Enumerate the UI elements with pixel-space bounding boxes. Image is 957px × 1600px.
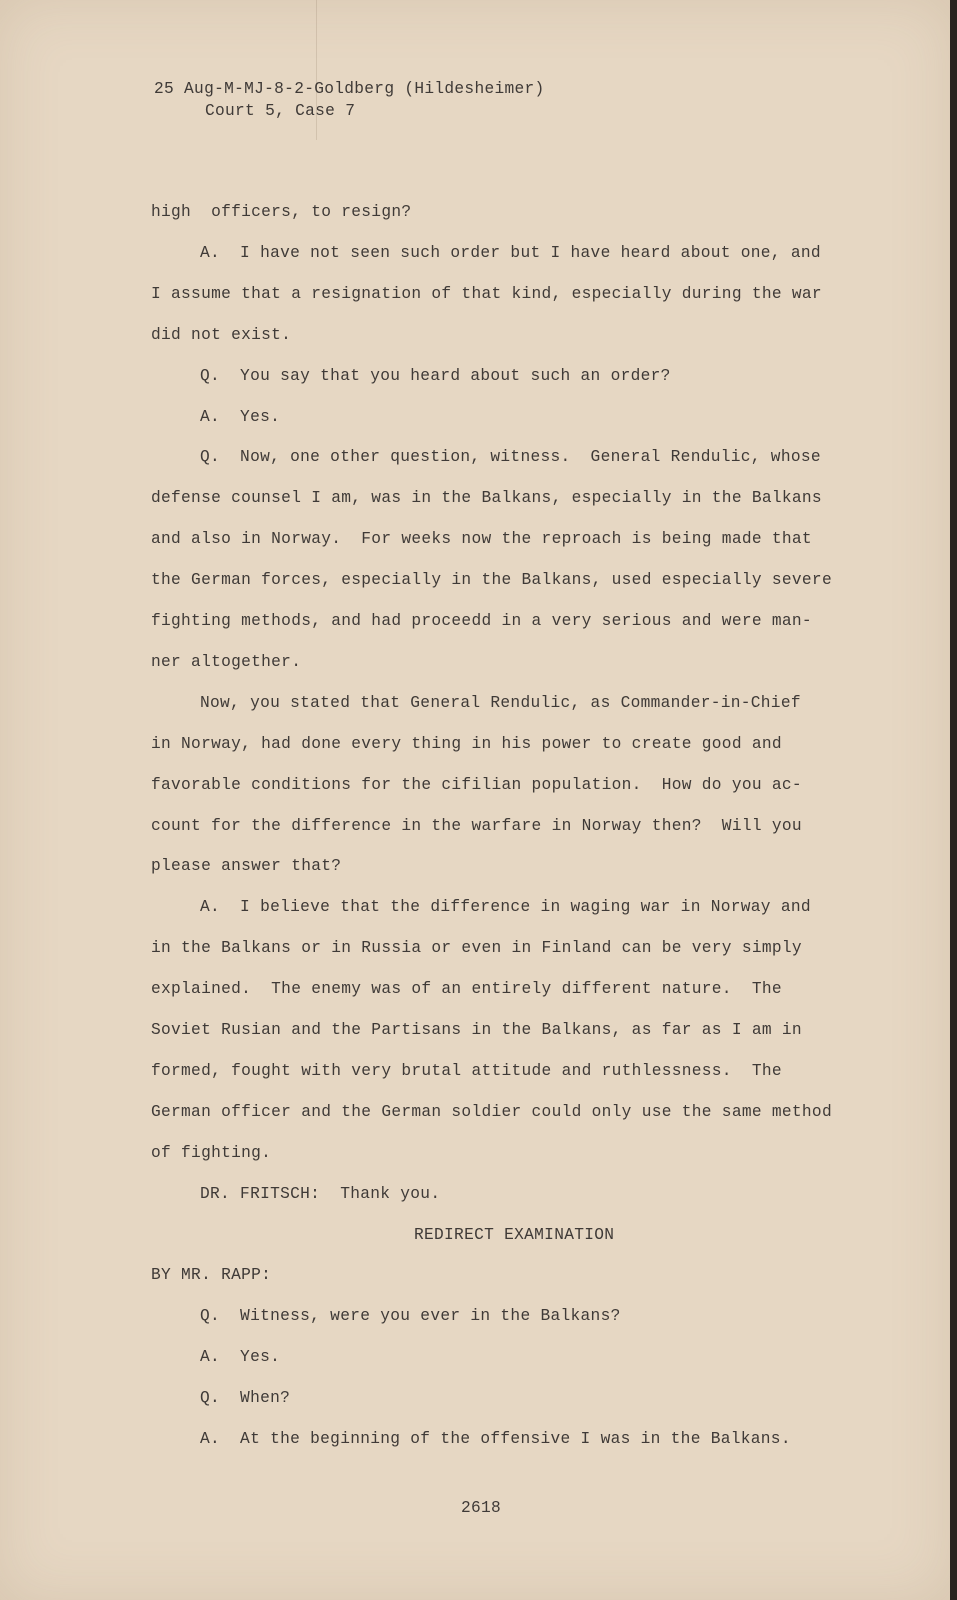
header-court-case: Court 5, Case 7 bbox=[205, 102, 356, 120]
transcript-line: please answer that? bbox=[151, 857, 342, 875]
transcript-line: ner altogether. bbox=[151, 653, 302, 671]
transcript-line: fighting methods, and had proceedd in a very serious and were man- bbox=[151, 612, 812, 630]
transcript-line: Q. You say that you heard about such an order? bbox=[200, 367, 671, 385]
transcript-line: favorable conditions for the cifilian population. How do you ac- bbox=[151, 776, 802, 794]
transcript-line: in Norway, had done every thing in his power to create good and bbox=[151, 735, 782, 753]
section-heading: REDIRECT EXAMINATION bbox=[414, 1226, 615, 1244]
transcript-line: explained. The enemy was of an entirely different nature. The bbox=[151, 980, 782, 998]
transcript-line: count for the difference in the warfare in Norway then? Will you bbox=[151, 817, 802, 835]
transcript-line: I assume that a resignation of that kind, especially during the war bbox=[151, 285, 822, 303]
examiner-line: BY MR. RAPP: bbox=[151, 1266, 272, 1284]
transcript-line: formed, fought with very brutal attitude and ruthlessness. The bbox=[151, 1062, 782, 1080]
transcript-line: Soviet Rusian and the Partisans in the Balkans, as far as I am in bbox=[151, 1021, 802, 1039]
transcript-line: of fighting. bbox=[151, 1144, 272, 1162]
transcript-line: defense counsel I am, was in the Balkans, especially in the Balkans bbox=[151, 489, 822, 507]
transcript-line: A. At the beginning of the offensive I was in the Balkans. bbox=[200, 1430, 791, 1448]
transcript-line: German officer and the German soldier could only use the same method bbox=[151, 1103, 832, 1121]
transcript-line: did not exist. bbox=[151, 326, 292, 344]
transcript-line: Now, you stated that General Rendulic, as Commander-in-Chief bbox=[200, 694, 801, 712]
transcript-line: high officers, to resign? bbox=[151, 203, 412, 221]
transcript-line: Q. Now, one other question, witness. General Rendulic, whose bbox=[200, 448, 821, 466]
page-number: 2618 bbox=[461, 1499, 502, 1517]
transcript-line: and also in Norway. For weeks now the reproach is being made that bbox=[151, 530, 812, 548]
transcript-line: in the Balkans or in Russia or even in Finland can be very simply bbox=[151, 939, 802, 957]
transcript-line: A. Yes. bbox=[200, 1348, 281, 1366]
header-case-reference: 25 Aug-M-MJ-8-2-Goldberg (Hildesheimer) bbox=[154, 80, 545, 98]
transcript-line: A. I believe that the difference in waging war in Norway and bbox=[200, 898, 811, 916]
transcript-line: A. Yes. bbox=[200, 408, 281, 426]
speaker-line: DR. FRITSCH: Thank you. bbox=[200, 1185, 441, 1203]
transcript-line: Q. When? bbox=[200, 1389, 291, 1407]
transcript-line: Q. Witness, were you ever in the Balkans? bbox=[200, 1307, 621, 1325]
transcript-line: the German forces, especially in the Balkans, used especially severe bbox=[151, 571, 832, 589]
scan-edge bbox=[950, 0, 957, 1600]
transcript-line: A. I have not seen such order but I have heard about one, and bbox=[200, 244, 821, 262]
